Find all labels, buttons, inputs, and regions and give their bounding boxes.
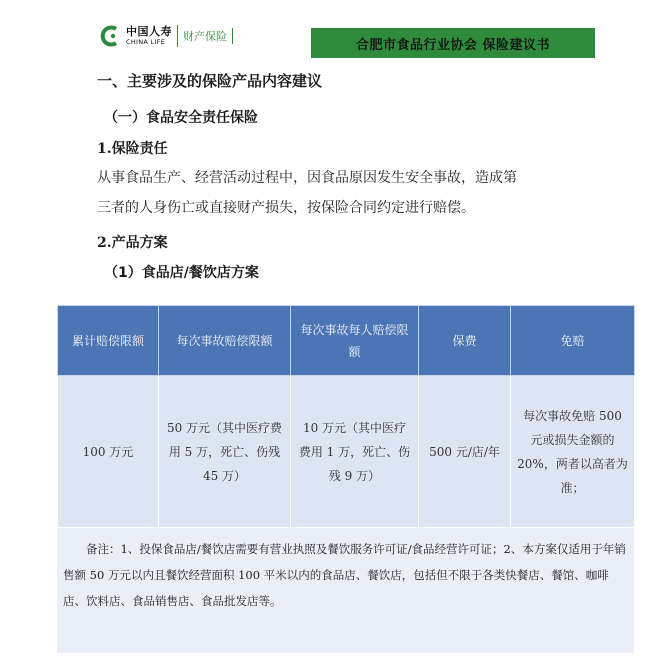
plan-table xyxy=(57,305,635,528)
liability-paragraph xyxy=(97,163,587,223)
header-per-accident-limit: 每次事故赔偿限额 xyxy=(159,306,291,376)
note-text: 备注：1、投保食品店/餐饮店需要有营业执照及餐饮服务许可证/食品经营许可证；2、本方案仅适用于年销售额 50 万元以内且餐饮经营面积 100 平米以内的食品店、餐饮店，包括但不限于各类快餐店、餐馆、咖啡店、饮料店、食品销售店、食品批发店等。 xyxy=(63,542,626,608)
proposal-title-banner: 合肥市食品行业协会 保险建议书 xyxy=(311,28,595,58)
cell-deductible: 每次事故免赔 500 元或损失金额的 20%，两者以高者为准； xyxy=(511,376,635,528)
cell-per-accident-limit: 50 万元（其中医疗费用 5 万，死亡、伤残 45 万） xyxy=(159,376,291,528)
table-note xyxy=(57,528,634,653)
subsection-heading: （一）食品安全责任保险 xyxy=(104,110,258,126)
china-life-logo xyxy=(100,24,233,48)
logo-division-text: 财产保险 xyxy=(183,30,227,43)
logo-separator-end xyxy=(232,28,233,44)
liability-line-2: 三者的人身伤亡或直接财产损失，按保险合同约定进行赔偿。 xyxy=(97,200,475,216)
cell-per-person-limit: 10 万元（其中医疗费用 1 万，死亡、伤残 9 万） xyxy=(291,376,419,528)
header-cumulative-limit: 累计赔偿限额 xyxy=(58,306,159,376)
plan-table-block xyxy=(57,305,634,653)
liability-line-1: 从事食品生产、经营活动过程中，因食品原因发生安全事故，造成第 xyxy=(97,170,517,186)
plan-heading: 2.产品方案 xyxy=(97,235,168,251)
logo-wordmark xyxy=(126,26,172,46)
plan-subheading: （1）食品店/餐饮店方案 xyxy=(104,265,259,281)
table-row xyxy=(58,376,635,528)
liability-heading: 1.保险责任 xyxy=(97,141,168,157)
header-deductible: 免赔 xyxy=(511,306,635,376)
header-per-person-limit: 每次事故每人赔偿限额 xyxy=(291,306,419,376)
document-header xyxy=(0,0,665,62)
logo-en-text: CHINA LIFE xyxy=(126,38,166,47)
cell-cumulative-limit: 100 万元 xyxy=(58,376,159,528)
cell-premium: 500 元/店/年 xyxy=(419,376,511,528)
header-premium: 保费 xyxy=(419,306,511,376)
logo-separator xyxy=(177,25,178,47)
section-heading: 一、主要涉及的保险产品内容建议 xyxy=(97,72,323,90)
china-life-mark-icon xyxy=(100,25,122,47)
logo-cn-text: 中国人寿 xyxy=(126,25,172,39)
table-header-row xyxy=(58,306,635,376)
